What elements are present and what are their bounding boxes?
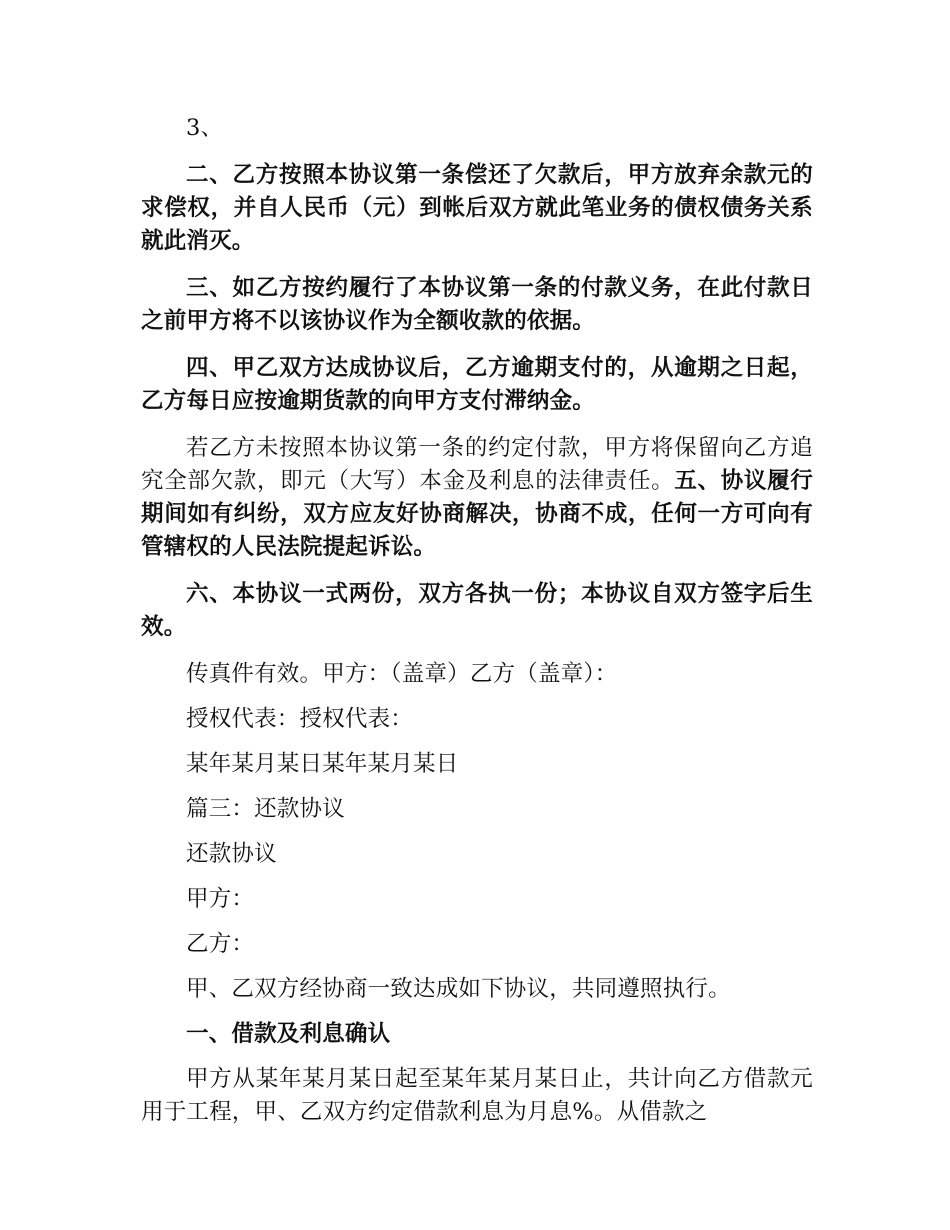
clause-one-heading: 一、借款及利息确认 [186,1021,391,1047]
default-liability-text: 若乙方未按照本协议第一条的约定付款，甲方将保留向乙方追究全部欠款，即元（大写）本金及利息的法律责任。 [141,435,813,494]
party-b-line: 乙方： [186,931,255,957]
preamble: 甲、乙双方经协商一致达成如下协议，共同遵照执行。 [186,976,731,1002]
clause-one-body: 甲方从某年某月某日起至某年某月某日止，共计向乙方借款元用于工程，甲、乙双方约定借款利息为月息%。从借款之 [141,1066,813,1125]
agreement-title: 还款协议 [186,841,277,867]
signature-line: 传真件有效。甲方：（盖章）乙方（盖章）： [186,661,618,687]
clause-five: 五、协议履行期间如有纠纷，双方应友好协商解决，协商不成，任何一方可向有管辖权的人民法院提起诉讼。 [141,468,814,560]
section-heading: 篇三：还款协议 [186,796,345,822]
authorized-rep-line: 授权代表：授权代表： [186,706,414,732]
clause-default-and-five [141,432,813,564]
clause-two: 二、乙方按照本协议第一条偿还了欠款后，甲方放弃余款元的求偿权，并自人民币（元）到帐后双方就此笔业务的债权债务关系就此消灭。 [141,162,813,254]
clause-four: 四、甲乙双方达成协议后，乙方逾期支付的，从逾期之日起，乙方每日应按逾期货款的向甲方支付滞纳金。 [141,355,813,414]
clause-three: 三、如乙方按约履行了本协议第一条的付款义务，在此付款日之前甲方将不以该协议作为全额收款的依据。 [141,275,813,334]
paragraph-item-number: 3、 [186,115,224,141]
document-body [141,112,813,1143]
party-a-line: 甲方： [186,886,255,912]
date-line: 某年某月某日某年某月某日 [186,751,459,777]
clause-six: 六、本协议一式两份，双方各执一份；本协议自双方签字后生效。 [141,581,813,640]
